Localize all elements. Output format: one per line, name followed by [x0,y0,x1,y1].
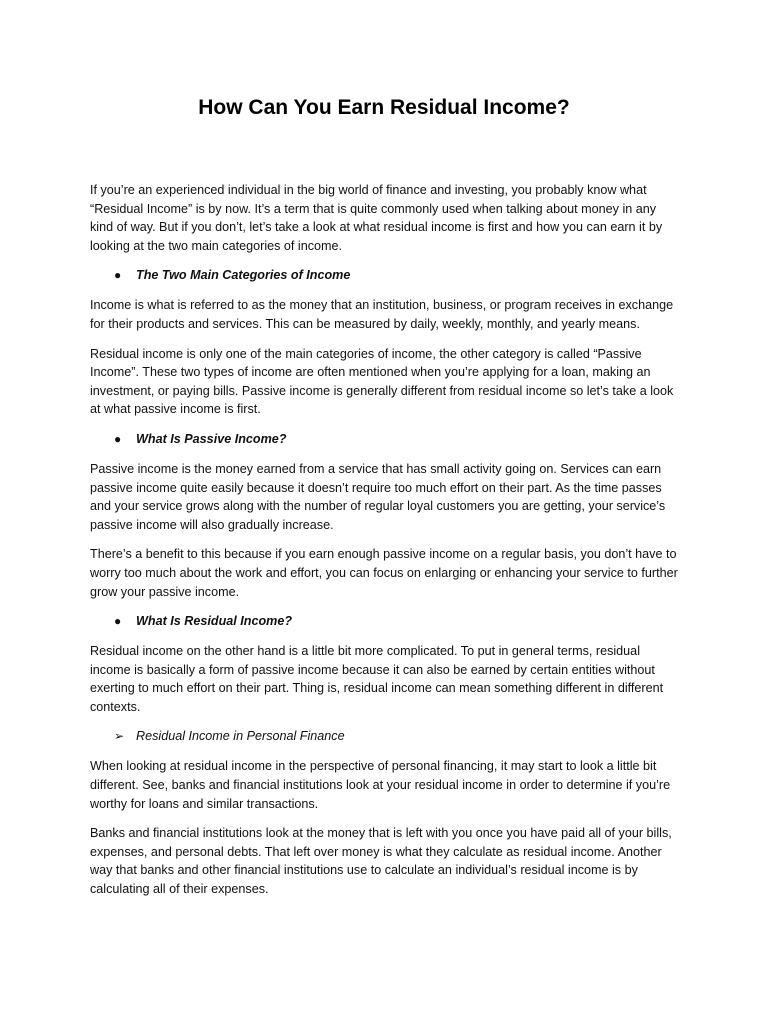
bullet-icon: ● [114,431,122,446]
heading-text: Residual Income in Personal Finance [136,729,345,744]
section-heading [90,430,682,448]
heading-text: The Two Main Categories of Income [136,268,351,283]
section-heading [90,266,682,284]
subsection-heading [90,727,682,745]
page-title: How Can You Earn Residual Income? [198,96,570,119]
bullet-icon: ● [114,614,122,629]
paragraph: When looking at residual income in the perspective of personal financing, it may start to look a little bit different. See, banks and financial institutions look at your residual income in order to determine if you’re worthy for loans and similar transactions. [90,759,671,811]
paragraph: There’s a benefit to this because if you earn enough passive income on a regular basis, you don’t have to worry too much about the work and effort, you can focus on enlarging or enhancing your service to further grow your passive income. [90,547,678,599]
paragraph: Residual income on the other hand is a little bit more complicated. To put in general terms, residual income is basically a form of passive income because it can also be earned by certain entities without exerting to much effort on their part. Thing is, residual income can mean something different in different contexts. [90,644,664,714]
paragraph: Residual income is only one of the main categories of income, the other category is called “Passive Income”. These two types of income are often mentioned when you’re applying for a loan, making an investment, or paying bills. Passive income is generally different from residual income so let’s take a look at what passive income is first. [90,346,674,417]
bullet-icon: ● [114,268,122,283]
heading-text: What Is Passive Income? [136,431,287,446]
arrow-bullet-icon: ➢ [114,729,125,744]
section-heading [90,612,682,630]
paragraph: Income is what is referred to as the money that an institution, business, or program receives in exchange for their products and services. This can be measured by daily, weekly, monthly, and yearly means. [90,298,674,331]
heading-text: What Is Residual Income? [136,614,293,629]
paragraph: Banks and financial institutions look at the money that is left with you once you have paid all of your bills, expenses, and personal debts. That left over money is what they calculate as residual income. Another way that banks and other financial institutions use to calculate an individual’s residual income is by calculating all of their expenses. [90,826,672,897]
paragraph: Passive income is the money earned from a service that has small activity going on. Services can earn passive income quite easily because it doesn’t require too much effort on their part. As the time passes and your service grows along with the number of regular loyal customers you are getting, your service’s passive income will also gradually increase. [90,461,666,532]
paragraph: If you’re an experienced individual in the big world of finance and investing, you probably know what “Residual Income” is by now. It’s a term that is quite commonly used when talking about money in any kind of way. But if you don’t, let’s take a look at what residual income is first and how you can earn it by looking at the two main categories of income. [90,183,663,253]
document-body [90,181,682,910]
